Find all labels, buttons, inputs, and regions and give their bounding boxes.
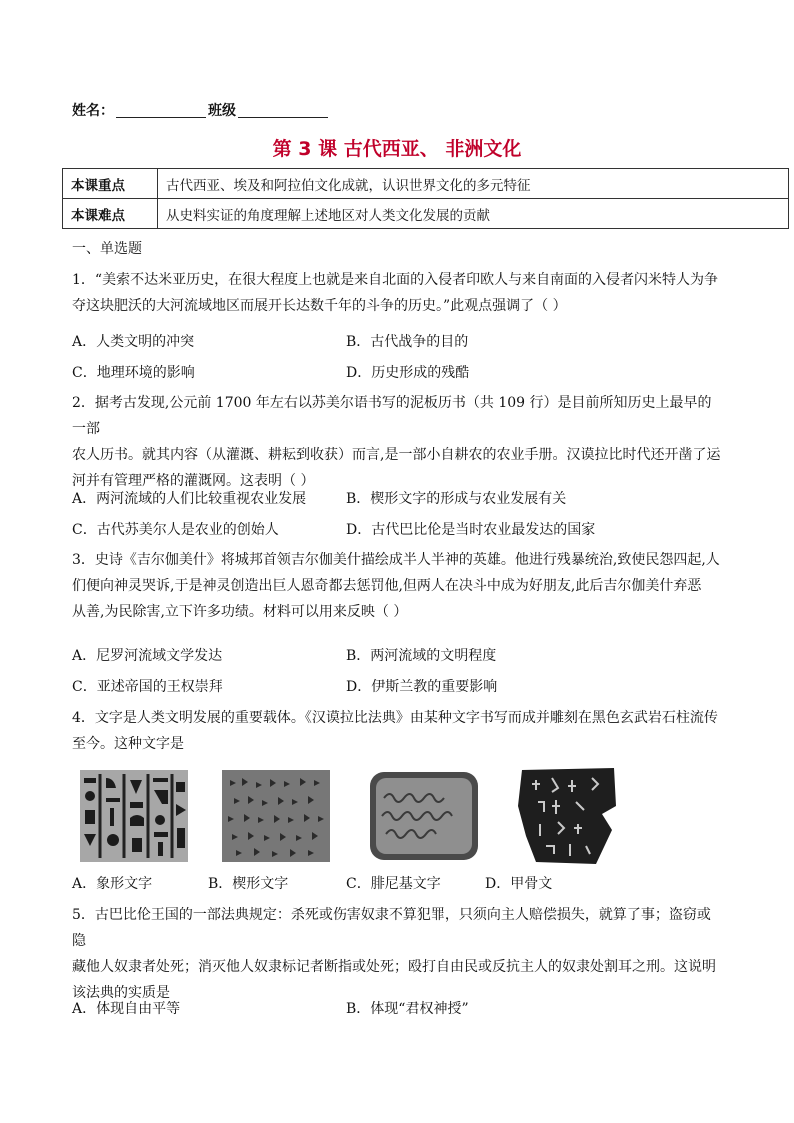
q2-option-a[interactable]: A．两河流域的人们比较重视农业发展 [72, 491, 307, 507]
stem-line: 1．“美索不达米亚历史，在很大程度上也就是来自北面的入侵者印欧人与来自南面的入侵者闪米特人为争 [72, 272, 719, 288]
stem-line: 3．史诗《吉尔伽美什》将城邦首领吉尔伽美什描绘成半人半神的英雄。他进行残暴统治,致使民怨四起,人 [72, 552, 720, 568]
cuneiform-tablet-image [222, 770, 330, 862]
stem-line: 藏他人奴隶者处死；消灭他人奴隶标记者断指或处死；殴打自由民或反抗主人的奴隶处割耳之刑。这说明 [72, 959, 716, 975]
oracle-bone-image [516, 766, 620, 866]
stem-line: 5．古巴比伦王国的一部法典规定：杀死或伤害奴隶不算犯罪，只须向主人赔偿损失，就算了事；盗窃或隐 [72, 907, 711, 949]
lesson-title: 第 3 课 古代西亚、 非洲文化 [272, 138, 522, 160]
difficult-point-label: 本课难点 [63, 199, 158, 229]
q1-option-b[interactable]: B．古代战争的目的 [346, 334, 469, 350]
question-2-stem [72, 390, 722, 494]
question-5-stem [72, 902, 722, 1006]
q1-option-d[interactable]: D．历史形成的残酷 [346, 365, 470, 381]
q5-option-b[interactable]: B．体现“君权神授” [346, 1001, 469, 1017]
table-row [63, 169, 789, 199]
q4-option-a[interactable]: A．象形文字 [72, 876, 153, 892]
q3-option-a[interactable]: A．尼罗河流域文学发达 [72, 648, 223, 664]
q3-option-b[interactable]: B．两河流域的文明程度 [346, 648, 497, 664]
q3-option-c[interactable]: C．亚述帝国的王权崇拜 [72, 679, 223, 695]
stem-line: 从善,为民除害,立下许多功绩。材料可以用来反映（ ） [72, 604, 408, 620]
stem-line: 农人历书。就其内容（从灌溉、耕耘到收获）而言,是一部小自耕农的农业手册。汉谟拉比时代还开凿了运 [72, 447, 721, 463]
q4-option-d[interactable]: D．甲骨文 [485, 876, 553, 892]
table-row [63, 199, 789, 229]
name-label: 姓名： [72, 103, 114, 119]
stem-line: 河并有管理严格的灌溉网。这表明（ ） [72, 473, 315, 489]
question-4-stem [72, 705, 722, 757]
key-point-value: 古代西亚、埃及和阿拉伯文化成就，认识世界文化的多元特征 [158, 169, 789, 199]
q2-option-d[interactable]: D．古代巴比伦是当时农业最发达的国家 [346, 522, 596, 538]
q2-option-c[interactable]: C．古代苏美尔人是农业的创始人 [72, 522, 279, 538]
question-3-stem [72, 547, 722, 625]
student-info-line [72, 100, 330, 120]
stem-line: 4．文字是人类文明发展的重要载体。《汉谟拉比法典》由某种文字书写而成并雕刻在黑色玄武岩石柱流传 [72, 710, 718, 726]
stem-line: 2．据考古发现,公元前 1700 年左右以苏美尔语书写的泥板历书（共 109 行）是目前所知历史上最早的一部 [72, 395, 712, 437]
q1-option-a[interactable]: A．人类文明的冲突 [72, 334, 195, 350]
phoenician-tablet-image [368, 768, 480, 864]
stem-line: 该法典的实质是 [72, 985, 170, 1001]
q3-option-d[interactable]: D．伊斯兰教的重要影响 [346, 679, 498, 695]
q2-option-b[interactable]: B．楔形文字的形成与农业发展有关 [346, 491, 567, 507]
focus-table [62, 168, 789, 229]
class-blank[interactable] [238, 103, 328, 118]
stem-line: 至今。这种文字是 [72, 736, 184, 752]
class-label: 班级 [208, 103, 236, 119]
name-blank[interactable] [116, 103, 206, 118]
q1-option-c[interactable]: C．地理环境的影响 [72, 365, 195, 381]
difficult-point-value: 从史料实证的角度理解上述地区对人类文化发展的贡献 [158, 199, 789, 229]
q4-option-c[interactable]: C．腓尼基文字 [346, 876, 441, 892]
stem-line: 夺这块肥沃的大河流域地区而展开长达数千年的斗争的历史。”此观点强调了（ ） [72, 298, 567, 314]
stem-line: 们便向神灵哭诉,于是神灵创造出巨人恩奇都去惩罚他,但两人在决斗中成为好朋友,此后吉尔伽美什弃恶 [72, 578, 702, 594]
key-point-label: 本课重点 [63, 169, 158, 199]
section-title: 一、单选题 [72, 241, 142, 257]
hieroglyph-tablet-image [80, 770, 188, 862]
question-1-stem [72, 267, 722, 319]
q4-option-b[interactable]: B．楔形文字 [208, 876, 289, 892]
q5-option-a[interactable]: A．体现自由平等 [72, 1001, 181, 1017]
